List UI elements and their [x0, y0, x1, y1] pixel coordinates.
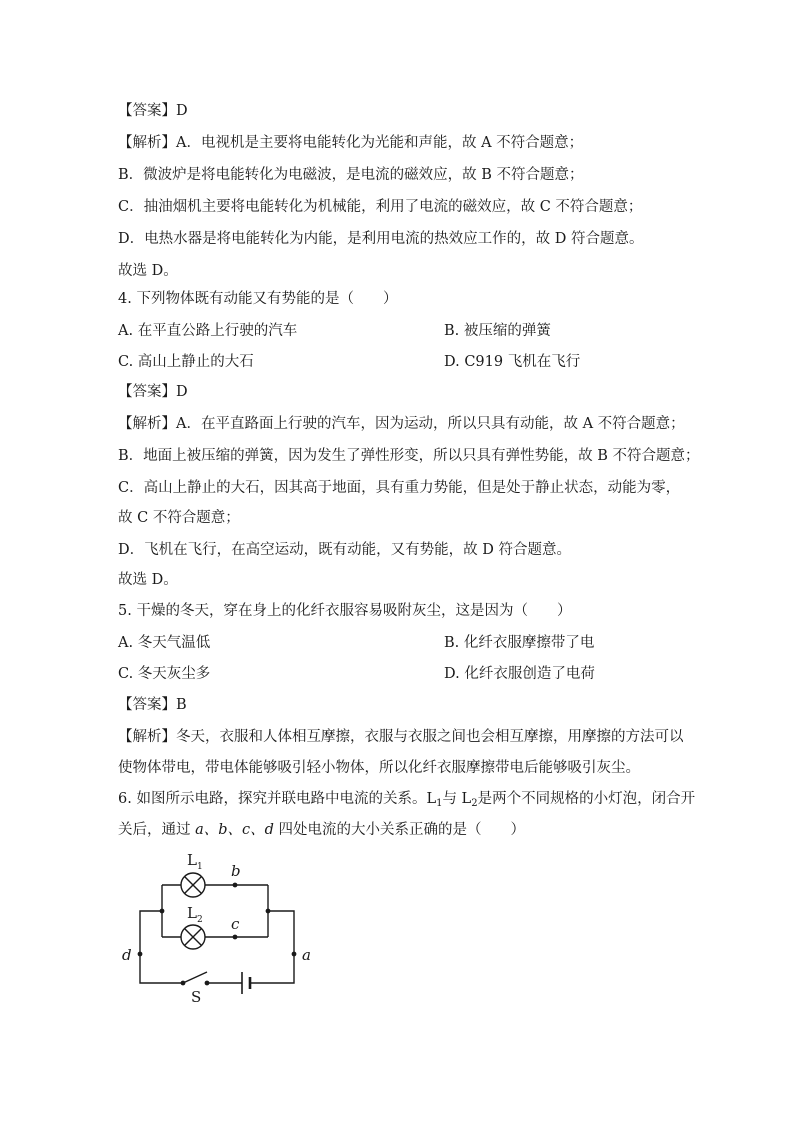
- q4-option-b: B. 被压缩的弹簧: [444, 323, 551, 339]
- q6-stem-text: 四处电流的大小关系正确的是（ ）: [273, 822, 526, 838]
- q5-analysis-line: 使物体带电，带电体能够吸引轻小物体，所以化纤衣服摩擦带电后能够吸引灰尘。: [118, 760, 640, 776]
- q5-analysis-line: 【解析】冬天，衣服和人体相互摩擦，衣服与衣服之间也会相互摩擦，用摩擦的方法可以: [118, 729, 684, 745]
- q4-option-a: A. 在平直公路上行驶的汽车: [118, 323, 298, 339]
- circuit-diagram: [118, 848, 328, 1006]
- point-a-label: a: [302, 946, 311, 964]
- point-c-label: c: [231, 915, 240, 933]
- q4-analysis-line: C．高山上静止的大石，因其高于地面，具有重力势能，但是处于静止状态，动能为零，: [118, 480, 681, 496]
- q4-stem: 4. 下列物体既有动能又有势能的是（ ）: [118, 291, 398, 307]
- q3-answer: 【答案】D: [118, 103, 188, 119]
- q4-answer: 【答案】D: [118, 384, 188, 400]
- q6-stem-text: 是两个不同规格的小灯泡，闭合开: [477, 791, 696, 807]
- q3-analysis-line: 【解析】A．电视机是主要将电能转化为光能和声能，故 A 不符合题意；: [118, 135, 584, 151]
- lamp-l1-icon: [181, 873, 205, 897]
- switch-label: S: [191, 988, 202, 1006]
- q3-analysis-line: B．微波炉是将电能转化为电磁波，是电流的磁效应，故 B 不符合题意；: [118, 167, 584, 183]
- q4-analysis-line: 故 C 不符合题意；: [118, 510, 240, 526]
- q6-stem-line1: [118, 789, 695, 814]
- q4-analysis-line: 【解析】A．在平直路面上行驶的汽车，因为运动，所以只具有动能，故 A 不符合题意；: [118, 416, 685, 432]
- q6-stem-text: 关后，通过: [118, 822, 196, 838]
- lamp-l2-label: $L_2$: [187, 904, 203, 925]
- q5-option-d: D. 化纤衣服创造了电荷: [444, 666, 595, 682]
- lamp-l1-label: $L_1$: [187, 851, 203, 872]
- q6-points: a、b、c、d: [195, 822, 274, 838]
- q4-analysis-line: B．地面上被压缩的弹簧，因为发生了弹性形变，所以只具有弹性势能，故 B 不符合题意；: [118, 448, 700, 464]
- q4-option-d: D. C919 飞机在飞行: [444, 354, 581, 370]
- q6-subscript: 2: [471, 798, 478, 809]
- lamp-l2-icon: [181, 925, 205, 949]
- q5-option-b: B. 化纤衣服摩擦带了电: [444, 635, 595, 651]
- q3-analysis-line: 故选 D。: [118, 263, 178, 279]
- q5-answer: 【答案】B: [118, 697, 187, 713]
- q6-stem-text: 与 L: [442, 791, 472, 807]
- q5-option-c: C. 冬天灰尘多: [118, 666, 211, 682]
- q4-analysis-line: 故选 D。: [118, 572, 178, 588]
- q6-stem-text: 6. 如图所示电路，探究并联电路中电流的关系。L: [118, 791, 437, 807]
- q3-analysis-line: C．抽油烟机主要将电能转化为机械能，利用了电流的磁效应，故 C 不符合题意；: [118, 199, 643, 215]
- q3-analysis-line: D．电热水器是将电能转化为内能，是利用电流的热效应工作的，故 D 符合题意。: [118, 231, 644, 247]
- q5-option-a: A. 冬天气温低: [118, 635, 211, 651]
- q6-stem-line2: [118, 820, 525, 840]
- q4-analysis-line: D．飞机在飞行，在高空运动，既有动能，又有势能，故 D 符合题意。: [118, 542, 571, 558]
- q6-subscript: 1: [436, 798, 443, 809]
- q5-stem: 5. 干燥的冬天，穿在身上的化纤衣服容易吸附灰尘，这是因为（ ）: [118, 603, 572, 619]
- q4-option-c: C. 高山上静止的大石: [118, 354, 254, 370]
- battery-icon: [242, 972, 250, 994]
- point-d-label: d: [122, 946, 132, 964]
- point-b-label: b: [231, 862, 241, 880]
- wire-right: [250, 911, 294, 983]
- switch-icon: [183, 972, 207, 983]
